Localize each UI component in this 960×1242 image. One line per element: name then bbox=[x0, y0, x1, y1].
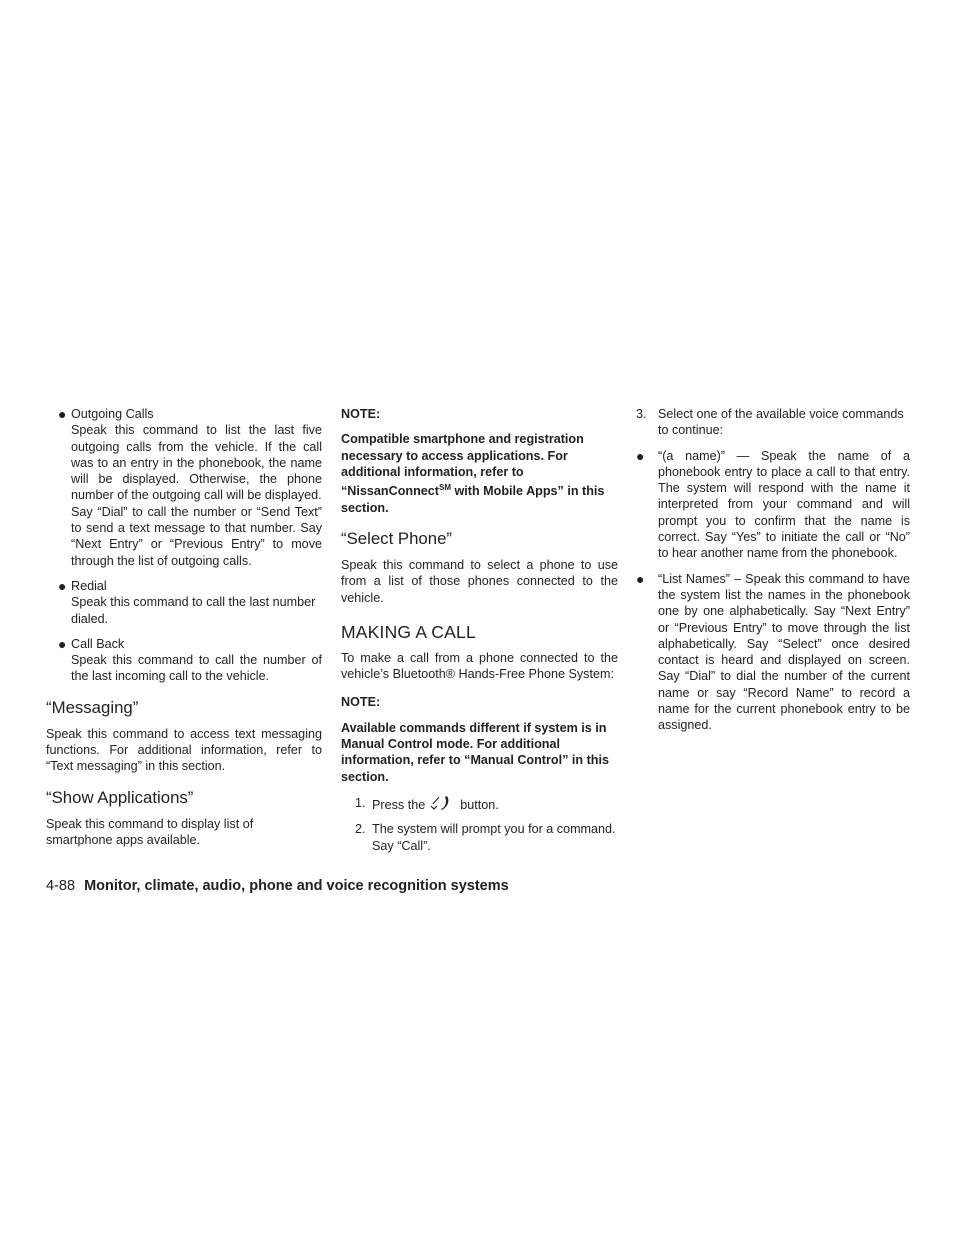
item-body: Speak this command to call the number of the last incoming call to the vehicle. bbox=[71, 653, 322, 684]
column-left bbox=[46, 406, 322, 860]
item-body: Speak this command to list the last five outgoing calls from the vehicle. If the call was to an entry in the phonebook, the name will be displayed. Otherwise, the phone number of the outgoing call will be displayed. bbox=[71, 423, 322, 503]
step-1 bbox=[341, 795, 618, 813]
bullet-icon: ● bbox=[636, 447, 645, 464]
note-label-2: NOTE: bbox=[341, 695, 381, 710]
item-body: Speak this command to call the last number dialed. bbox=[71, 595, 316, 626]
select-phone-heading: “Select Phone” bbox=[341, 528, 453, 548]
step-text-a: Press the bbox=[372, 797, 426, 812]
item-body: “(a name)” — Speak the name of a phonebook entry to place a call to that entry. The system will respond with the name it interpreted from your command and will prompt you to confirm that the name is correct. Say “Yes” to initiate the call or “No” to hear another name from the phonebook. bbox=[658, 448, 910, 561]
item-title: Redial bbox=[71, 578, 107, 593]
item-title: Call Back bbox=[71, 636, 125, 651]
item-title: Outgoing Calls bbox=[71, 407, 154, 421]
step-number: 1. bbox=[355, 795, 366, 810]
step-2 bbox=[341, 821, 618, 854]
bullet-icon: ● bbox=[636, 570, 645, 587]
note-body-2: Available commands different if system is in Manual Control mode. For additional information, refer to “Manual Control” in this section. bbox=[341, 720, 609, 784]
item-body-2: Say “Dial” to call the number or “Send Text” to send a text message to that number. Say “Next Entry” or “Previous Entry” to move through the list of outgoing calls. bbox=[71, 504, 322, 568]
making-a-call-heading: MAKING A CALL bbox=[341, 621, 476, 642]
column-right bbox=[636, 406, 910, 743]
bullet-icon: ● bbox=[58, 577, 67, 594]
chapter-title: Monitor, climate, audio, phone and voice recognition systems bbox=[84, 878, 509, 894]
page-number: 4-88 bbox=[46, 878, 76, 894]
step-number: 2. bbox=[355, 822, 366, 837]
list-item-list-names bbox=[636, 571, 910, 734]
step-text-b: button. bbox=[460, 797, 499, 812]
show-applications-heading: “Show Applications” bbox=[46, 787, 194, 807]
list-item-outgoing-calls bbox=[46, 406, 322, 569]
step-text: The system will prompt you for a command. Say “Call”. bbox=[372, 822, 616, 853]
note-body-text-b: with Mobile Apps” in this section. bbox=[341, 484, 605, 515]
bullet-icon: ● bbox=[58, 635, 67, 652]
messaging-heading: “Messaging” bbox=[46, 697, 139, 717]
step-3 bbox=[636, 406, 910, 439]
making-a-call-body: To make a call from a phone connected to the vehicle’s Bluetooth® Hands-Free Phone System: bbox=[341, 650, 618, 682]
note-body bbox=[341, 431, 618, 516]
column-middle bbox=[341, 406, 618, 862]
show-applications-body: Speak this command to display list of smartphone apps available. bbox=[46, 816, 254, 847]
list-item-redial bbox=[46, 578, 322, 627]
note-body-text-a: Compatible smartphone and registration necessary to access applications. For additional information, refer to “NissanConnect bbox=[341, 432, 584, 499]
step-number: 3. bbox=[636, 407, 647, 421]
item-body: “List Names” – Speak this command to have the system list the names in the phonebook one by one alphabetically. Say “Next Entry” or “Previous Entry” to move through the list alphabetically. Say “Select” once desired contact is heard and displayed on screen. Say “Dial” to dial the number of the current name or say “Record Name” to record a name for the current phonebook entry to be assigned. bbox=[658, 571, 910, 733]
bullet-icon: ● bbox=[58, 406, 67, 422]
page-footer bbox=[46, 877, 509, 895]
list-item-a-name bbox=[636, 448, 910, 562]
select-phone-body: Speak this command to select a phone to use from a list of those phones connected to the vehicle. bbox=[341, 557, 618, 605]
voice-talk-button-icon bbox=[429, 795, 457, 811]
service-mark: SM bbox=[438, 483, 451, 493]
note-label: NOTE: bbox=[341, 407, 381, 421]
step-text: Select one of the available voice commands to continue: bbox=[658, 407, 904, 438]
list-item-call-back bbox=[46, 636, 322, 685]
messaging-body: Speak this command to access text messaging functions. For additional information, refer to “Text messaging” in this section. bbox=[46, 726, 322, 774]
